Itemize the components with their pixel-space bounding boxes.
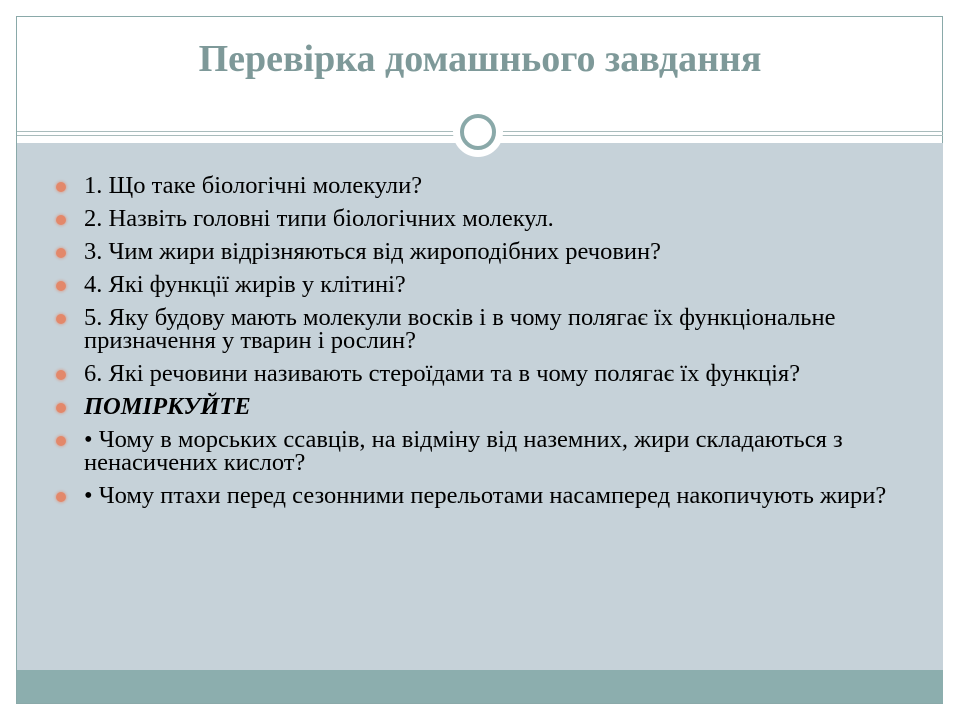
question-item-1: [56, 174, 916, 197]
bullet-dot-icon: [56, 436, 66, 446]
bullet-dot-icon: [56, 248, 66, 258]
question-text: 2. Назвіть головні типи біологічних молекул.: [84, 205, 554, 232]
question-item-6: [56, 362, 916, 385]
question-item-2: [56, 207, 916, 230]
question-text: 5. Яку будову мають молекули восків і в чому полягає їх функціональне призначення у тварин і рослин?: [84, 304, 836, 354]
question-item-4: [56, 273, 916, 296]
slide-title: Перевірка домашнього завдання: [198, 38, 762, 80]
question-item-5: [56, 306, 916, 352]
footer-band: [17, 670, 943, 703]
divider-circle-ring: [460, 114, 496, 150]
divider-circle-ornament: [453, 107, 503, 157]
question-text: • Чому птахи перед сезонними перельотами насамперед накопичують жири?: [84, 482, 887, 509]
bullet-dot-icon: [56, 370, 66, 380]
bullet-dot-icon: [56, 403, 66, 413]
bullet-dot-icon: [56, 492, 66, 502]
question-text: 4. Які функції жирів у клітині?: [84, 271, 406, 298]
question-text: • Чому в морських ссавців, на відміну від наземних, жири складаються з ненасичених кислот?: [84, 426, 843, 476]
question-item-8: [56, 484, 916, 507]
think-about-heading: [56, 395, 916, 418]
bullet-dot-icon: [56, 182, 66, 192]
question-text: 6. Які речовини називають стероїдами та в чому полягає їх функція?: [84, 360, 801, 387]
question-text: 1. Що таке біологічні молекули?: [84, 172, 423, 199]
bullet-dot-icon: [56, 281, 66, 291]
bullet-dot-icon: [56, 314, 66, 324]
bullet-dot-icon: [56, 215, 66, 225]
question-item-3: [56, 240, 916, 263]
question-item-7: [56, 428, 916, 474]
question-list: [56, 174, 916, 517]
think-about-text: ПОМІРКУЙТЕ: [84, 393, 251, 420]
question-text: 3. Чим жири відрізняються від жироподібних речовин?: [84, 238, 662, 265]
